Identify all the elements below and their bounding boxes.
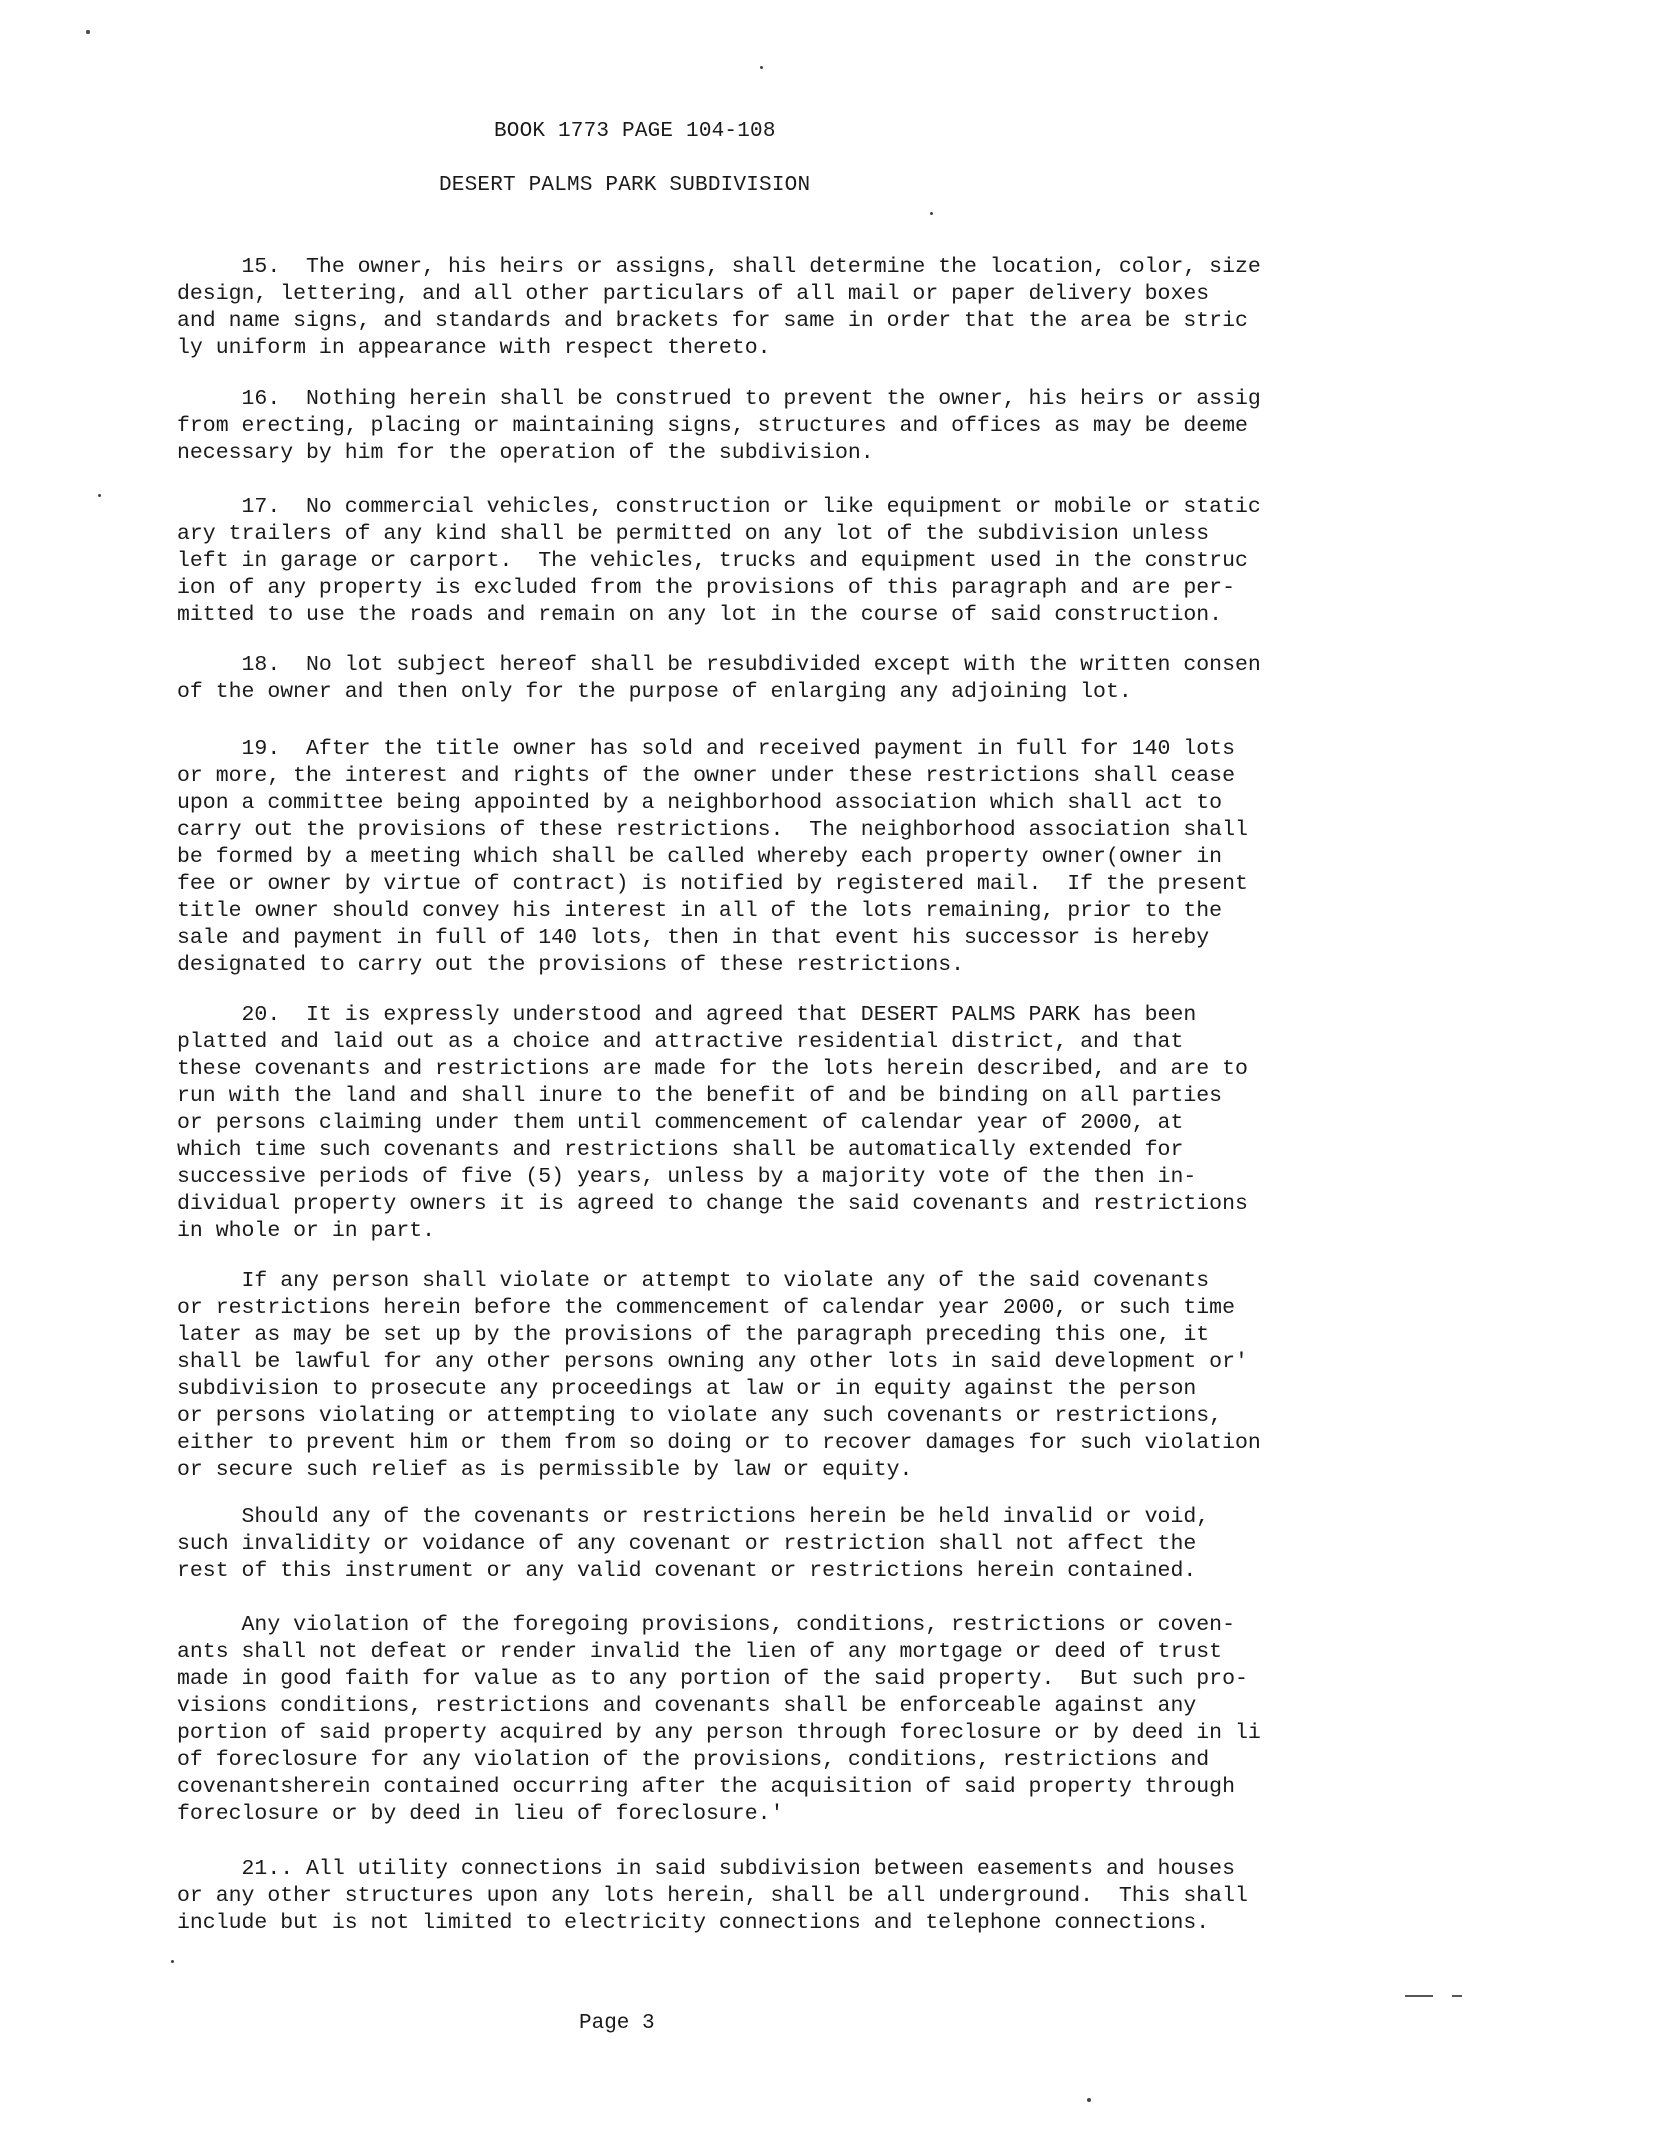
- paragraph-line: 21.. All utility connections in said subdivision between easements and houses: [177, 1857, 1235, 1881]
- scan-speck: [171, 1960, 174, 1963]
- paragraph-line: run with the land and shall inure to the benefit of and be binding on all parties: [177, 1084, 1223, 1108]
- scan-speck: [98, 494, 101, 497]
- paragraph-line: made in good faith for value as to any portion of the said property. But such pro-: [177, 1667, 1248, 1691]
- paragraph-line: be formed by a meeting which shall be called whereby each property owner(owner in: [177, 845, 1223, 869]
- paragraph-line: visions conditions, restrictions and covenants shall be enforceable against any: [177, 1694, 1197, 1718]
- paragraph-line: successive periods of five (5) years, unless by a majority vote of the then in-: [177, 1165, 1197, 1189]
- paragraph-line: or more, the interest and rights of the owner under these restrictions shall cease: [177, 764, 1235, 788]
- paragraph-line: which time such covenants and restrictions shall be automatically extended for: [177, 1138, 1184, 1162]
- paragraph-line: later as may be set up by the provisions of the paragraph preceding this one, it: [177, 1323, 1210, 1347]
- paragraph-line: If any person shall violate or attempt to violate any of the said covenants: [177, 1269, 1210, 1293]
- paragraph: [177, 386, 1327, 467]
- paragraph-line: 15. The owner, his heirs or assigns, shall determine the location, color, size: [177, 255, 1261, 279]
- paragraph-line: subdivision to prosecute any proceedings at law or in equity against the person: [177, 1377, 1197, 1401]
- paragraph-line: rest of this instrument or any valid covenant or restrictions herein contained.: [177, 1559, 1197, 1583]
- paragraph: [177, 1002, 1327, 1245]
- paragraph-line: designated to carry out the provisions of these restrictions.: [177, 953, 965, 977]
- paragraph-line: ly uniform in appearance with respect thereto.: [177, 336, 771, 360]
- paragraph-line: necessary by him for the operation of the subdivision.: [177, 441, 874, 465]
- scan-speck: [930, 212, 933, 215]
- paragraph: [177, 736, 1327, 979]
- paragraph: [177, 652, 1327, 706]
- paragraph-line: fee or owner by virtue of contract) is notified by registered mail. If the present: [177, 872, 1248, 896]
- paragraph-line: carry out the provisions of these restrictions. The neighborhood association shall: [177, 818, 1248, 842]
- scan-speck: [86, 30, 90, 34]
- book-page-reference: BOOK 1773 PAGE 104-108: [494, 120, 776, 143]
- paragraph: [177, 1856, 1327, 1937]
- paragraph-line: or any other structures upon any lots herein, shall be all underground. This shall: [177, 1884, 1248, 1908]
- paragraph-line: 17. No commercial vehicles, construction or like equipment or mobile or static: [177, 495, 1261, 519]
- paragraph-line: either to prevent him or them from so doing or to recover damages for such violation: [177, 1431, 1261, 1455]
- scan-speck: [760, 66, 763, 69]
- paragraph-line: title owner should convey his interest in all of the lots remaining, prior to the: [177, 899, 1223, 923]
- paragraph-line: or secure such relief as is permissible by law or equity.: [177, 1458, 913, 1482]
- paragraph-line: 16. Nothing herein shall be construed to prevent the owner, his heirs or assig: [177, 387, 1261, 411]
- paragraph: [177, 1504, 1327, 1585]
- paragraph-line: of the owner and then only for the purpose of enlarging any adjoining lot.: [177, 680, 1132, 704]
- scan-mark: [1452, 1995, 1462, 1997]
- paragraph-line: in whole or in part.: [177, 1219, 436, 1243]
- paragraph-line: sale and payment in full of 140 lots, then in that event his successor is hereby: [177, 926, 1210, 950]
- document-title: DESERT PALMS PARK SUBDIVISION: [439, 174, 811, 197]
- paragraph-line: design, lettering, and all other particulars of all mail or paper delivery boxes: [177, 282, 1210, 306]
- page-number: Page 3: [579, 2012, 655, 2035]
- paragraph-line: ants shall not defeat or render invalid the lien of any mortgage or deed of trust: [177, 1640, 1223, 1664]
- paragraph-line: 18. No lot subject hereof shall be resubdivided except with the written consen: [177, 653, 1261, 677]
- paragraph-line: 19. After the title owner has sold and received payment in full for 140 lots: [177, 737, 1235, 761]
- paragraph: [177, 254, 1327, 362]
- paragraph-line: dividual property owners it is agreed to change the said covenants and restrictions: [177, 1192, 1248, 1216]
- paragraph: [177, 494, 1327, 629]
- paragraph-line: ion of any property is excluded from the provisions of this paragraph and are per-: [177, 576, 1235, 600]
- paragraph-line: from erecting, placing or maintaining signs, structures and offices as may be deeme: [177, 414, 1248, 438]
- paragraph-line: shall be lawful for any other persons owning any other lots in said development or': [177, 1350, 1248, 1374]
- paragraph-line: upon a committee being appointed by a neighborhood association which shall act to: [177, 791, 1223, 815]
- paragraph-line: such invalidity or voidance of any covenant or restriction shall not affect the: [177, 1532, 1197, 1556]
- paragraph-line: or restrictions herein before the commencement of calendar year 2000, or such time: [177, 1296, 1235, 1320]
- paragraph-line: of foreclosure for any violation of the provisions, conditions, restrictions and: [177, 1748, 1210, 1772]
- paragraph-line: Should any of the covenants or restrictions herein be held invalid or void,: [177, 1505, 1210, 1529]
- scan-speck: [1087, 2098, 1091, 2102]
- paragraph-line: 20. It is expressly understood and agreed that DESERT PALMS PARK has been: [177, 1003, 1197, 1027]
- paragraph-line: left in garage or carport. The vehicles, trucks and equipment used in the construc: [177, 549, 1248, 573]
- paragraph-line: include but is not limited to electricity connections and telephone connections.: [177, 1911, 1210, 1935]
- paragraph-line: foreclosure or by deed in lieu of foreclosure.': [177, 1802, 784, 1826]
- paragraph-line: ary trailers of any kind shall be permitted on any lot of the subdivision unless: [177, 522, 1210, 546]
- scan-mark: [1405, 1995, 1433, 1997]
- paragraph: [177, 1268, 1327, 1484]
- paragraph: [177, 1612, 1327, 1828]
- paragraph-line: these covenants and restrictions are made for the lots herein described, and are to: [177, 1057, 1248, 1081]
- paragraph-line: covenantsherein contained occurring after the acquisition of said property through: [177, 1775, 1235, 1799]
- paragraph-line: or persons violating or attempting to violate any such covenants or restrictions,: [177, 1404, 1223, 1428]
- paragraph-line: portion of said property acquired by any person through foreclosure or by deed in li: [177, 1721, 1261, 1745]
- paragraph-line: and name signs, and standards and brackets for same in order that the area be stric: [177, 309, 1248, 333]
- paragraph-line: mitted to use the roads and remain on any lot in the course of said construction.: [177, 603, 1223, 627]
- paragraph-line: or persons claiming under them until commencement of calendar year of 2000, at: [177, 1111, 1184, 1135]
- paragraph-line: platted and laid out as a choice and attractive residential district, and that: [177, 1030, 1184, 1054]
- paragraph-line: Any violation of the foregoing provisions, conditions, restrictions or coven-: [177, 1613, 1235, 1637]
